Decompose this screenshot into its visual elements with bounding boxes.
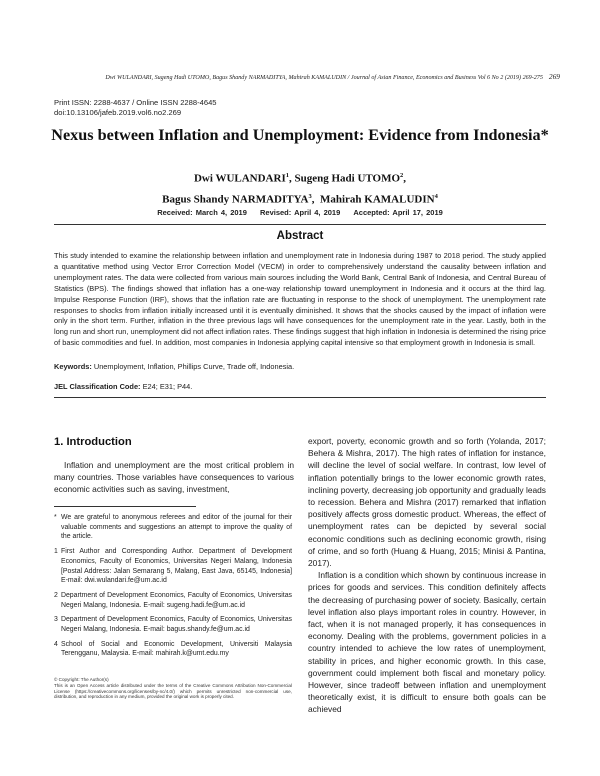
license-text: This is an Open Access article distributed under the terms of the Creative Commons Attribution Non-Commercial License (https://creativecommons.org/licenses/by-nc/4.0/) which permits unrestricted non-commercial use, distribution, and reproduction in any medium, provided the original work is properly cited. — [54, 682, 292, 700]
author-name: Bagus Shandy NARMADITYA — [162, 193, 309, 206]
author-name: Sugeng Hadi UTOMO — [294, 172, 401, 185]
issn-block — [54, 98, 217, 118]
accepted-date: Accepted: April 17, 2019 — [353, 208, 443, 217]
abstract-body: This study intended to examine the relationship between inflation and unemployment rate in Indonesia during 1987 to 2018 period. The study applied a quantitative method using Vector Error Correction Model (VECM) in order to comprehensively understand the causality between inflation and unemployment rates. The data were collected from various main sources including the World Bank, Central Bank of Indonesia, and Central Bureau of Statistics (BPS). The findings showed that inflation has a one-way relationship toward unemployment in Indonesia and it occurs at the third lag. Impulse Response Function (IRF), shows that the inflation rate are fluctuating in response to the shock of unemployment. The unemployment rate responses to shocks from inflation initially increased until it is eventually diminished. It shows that the shocks caused by the impact of inflation were only in the short term. Further, inflation in the three previous lags will have consequences for the unemployment rate in the year. Lastly, both in the long run and short run, unemployment did not affect inflation rates. These findings suggest that high inflation in Indonesia is determined the rising price of basic commodities and fuel. In addition, most companies in Indonesia applying capital intensive so that employment growth in Indonesia is small. — [54, 251, 546, 348]
abstract-bottom-rule — [54, 397, 546, 398]
footnote — [54, 591, 292, 610]
author-affiliation-mark: 2 — [400, 172, 404, 179]
page-number: 269 — [548, 72, 560, 81]
footnote-mark: 3 — [54, 616, 58, 624]
paragraph: export, poverty, economic growth and so forth (Yolanda, 2017; Behera & Mishra, 2017). The high rates of inflation for instance, will decline the level of social welfare. In contrast, low level of inflation potentially brings to the lower economic growth rates, inclining poverty, decreasing job opportunity and gradually leads to recession. Behera and Mishra (2017) remarked that inflation positively affects gross domestic product. Whereas, the effect of unemployment rates can be depicted by several social economic conditions such as declining economic growth, rising of crime, and so forth (Huang & Huang, 2015; Minisi & Pantina, 2017). — [308, 436, 546, 569]
author-line-2: Bagus Shandy NARMADITYA$^3$, Mahirah KAMALUDIN$^4$ — [162, 192, 438, 206]
received-date: Received: March 4, 2019 — [157, 208, 247, 217]
footnote-mark: 4 — [54, 640, 58, 648]
paragraph: Inflation is a condition which shown by continuous increase in prices for goods and services. This condition definitely affects the decreasing of purchasing power of society. Basically, certain level inflation also plays important roles in country. However, in fact, when it is not managed properly, it has consequences in economy. Dealing with the problems, government policies in a country intended to achieve the low rates of unemployment, stability in prices, and higher economic growth. In this case, government could implement both fiscal and monetary policy. However, since tradeoff between inflation and unemployment theoretically exist, it is difficult to ensure both goals can be achieved — [308, 570, 546, 715]
introduction-left-paragraph: Inflation and unemployment are the most critical problem in many countries. Those variables have consequences to various economic activities such as saving, investment, — [54, 460, 294, 495]
running-header-text: Dwi WULANDARI, Sugeng Hadi UTOMO, Bagus Shandy NARMADITYA, Mahirah KAMALUDIN / Journal of Asian Finance, Economics and Business Vol 6 No 2 (2019) 269-275 — [105, 75, 543, 81]
author-affiliation-mark: 3 — [308, 192, 312, 200]
footnote — [54, 615, 292, 634]
author-name: Mahirah KAMALUDIN — [319, 193, 435, 206]
jel-classification — [54, 382, 546, 391]
footnote-mark: * — [54, 514, 57, 521]
footnote-divider — [54, 506, 196, 507]
doi-line: doi:10.13106/jafeb.2019.vol6.no2.269 — [54, 108, 182, 117]
footnote — [54, 640, 292, 659]
footnote — [54, 547, 292, 586]
section-heading-introduction: 1. Introduction — [54, 436, 132, 448]
running-header — [40, 72, 560, 81]
footnote-text: School of Social and Economic Development, Universiti Malaysia Terengganu, Malaysia. E-mail: mahirah.k@umt.edu.my — [61, 640, 292, 658]
paper-title: Nexus between Inflation and Unemployment: Evidence from Indonesia* — [51, 126, 549, 144]
keywords — [54, 362, 546, 371]
footnote-text: Department of Development Economics, Faculty of Economics, Universitas Negeri Malang, Indonesia. E-mail: bagus.shandy.fe@um.ac.id — [61, 616, 292, 634]
author-line-1: Dwi WULANDARI$^1$, Sugeng Hadi UTOMO$^2$, — [193, 172, 407, 185]
author-name: Dwi WULANDARI — [193, 172, 286, 185]
author-list — [40, 167, 560, 208]
keywords-value: Unemployment, Inflation, Phillips Curve, Trade off, Indonesia. — [93, 362, 295, 371]
footnote-text: We are grateful to anonymous referees and editor of the journal for their valuable comments and suggestions an attempt to improve the quality of the article. — [61, 514, 292, 541]
issn-line: Print ISSN: 2288-4637 / Online ISSN 2288-4645 — [54, 98, 217, 107]
abstract-heading: Abstract — [276, 230, 324, 242]
footnotes — [54, 513, 292, 664]
license-notice — [54, 677, 292, 700]
keywords-label: Keywords: — [54, 362, 92, 371]
jel-label: JEL Classification Code: — [54, 382, 141, 391]
footnote — [54, 513, 292, 542]
submission-dates — [40, 208, 560, 217]
author-affiliation-mark: 4 — [434, 192, 438, 200]
footnote-mark: 1 — [54, 548, 58, 556]
author-affiliation-mark: 1 — [285, 172, 289, 179]
footnote-text: Department of Development Economics, Faculty of Economics, Universitas Negeri Malang, Indonesia. E-mail: sugeng.hadi.fe@um.ac.id — [61, 591, 292, 609]
footnote-text: First Author and Corresponding Author. Department of Development Economics, Faculty of Economics, Universitas Negeri Malang, Indonesia [Postal Address: Jalan Semarang 5, Malang, East Java, 65145, Indonesia] E-mail: dwi.wulandari.fe@um.ac.id — [61, 548, 292, 585]
abstract-top-rule — [54, 224, 546, 225]
introduction-right-column — [308, 435, 546, 716]
copyright-line: © Copyright: The Author(s) — [54, 677, 109, 682]
revised-date: Revised: April 4, 2019 — [260, 208, 341, 217]
footnote-mark: 2 — [54, 591, 58, 599]
jel-value: E24; E31; P44. — [142, 382, 193, 391]
